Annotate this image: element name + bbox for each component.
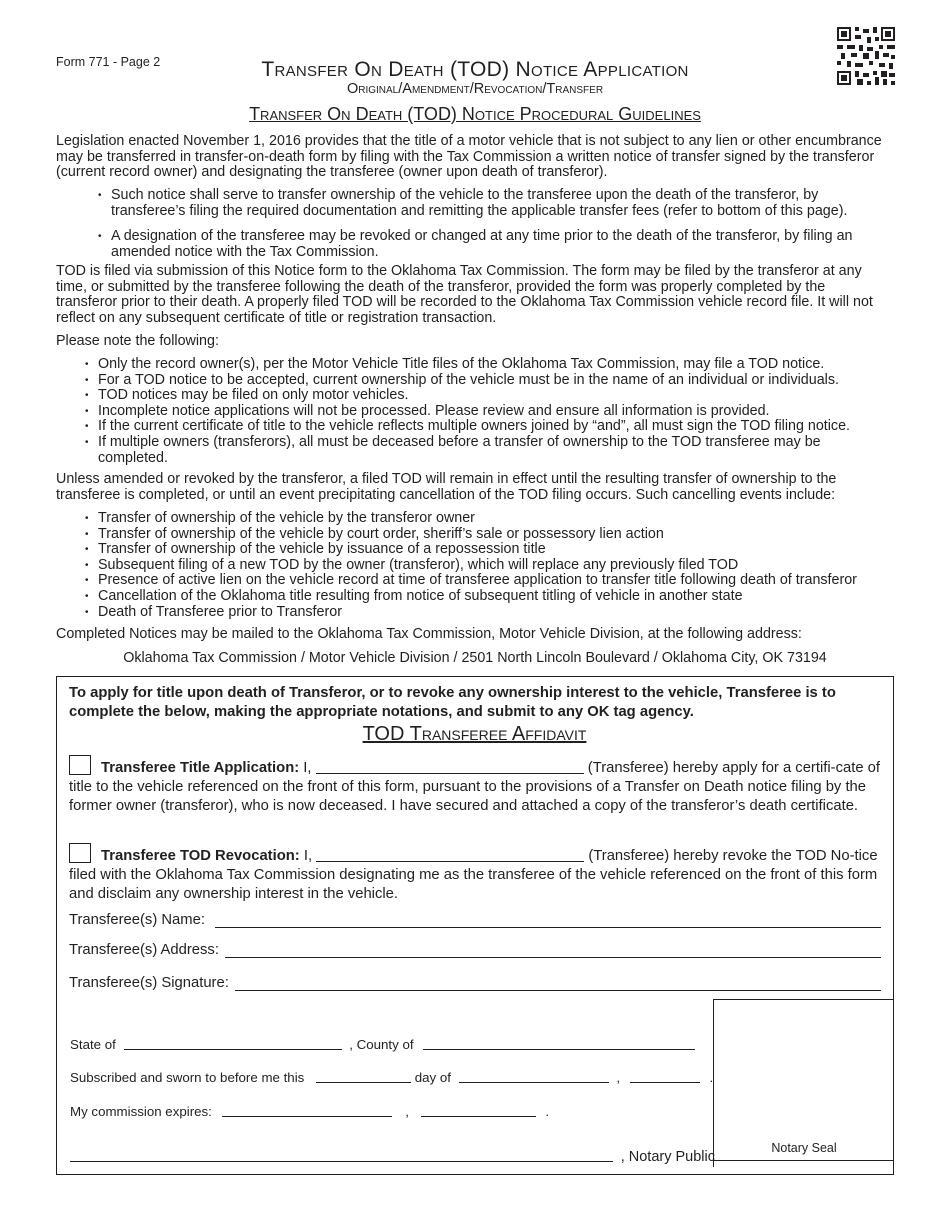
sworn-label: Subscribed and sworn to before me this (70, 1070, 305, 1085)
remain-paragraph: Unless amended or revoked by the transferor, a filed TOD will remain in effect until the resulting transfer of ownership to the transferee is completed, or until an event precipitating cancellation of the TOD filing occurs. Such cancelling events include: (56, 471, 837, 503)
note-intro: Please note the following: (56, 333, 219, 349)
county-field[interactable] (423, 1038, 695, 1050)
revocation-rest: tice filed with the Oklahoma Tax Commission designating me as the transferee of the vehicle referenced on the front of this form and disclaim any ownership interest in the vehicle. (69, 848, 878, 902)
notary-public-signature-field[interactable] (70, 1150, 613, 1162)
cancel-bullet-list (85, 511, 890, 620)
notary-seal-box (713, 999, 893, 1167)
transferee-signature-label: Transferee(s) Signature: (69, 975, 229, 991)
list-item: • Transfer of ownership of the vehicle by the transferor owner (85, 511, 890, 527)
revocation-name-field[interactable] (316, 848, 584, 862)
list-item: • Only the record owner(s), per the Motor Vehicle Title files of the Oklahoma Tax Commission, may file a TOD notice. (85, 357, 890, 373)
notary-public-row (70, 1149, 715, 1165)
affidavit-title: TOD Transferee Affidavit (362, 723, 587, 745)
list-item: • Subsequent filing of a new TOD by the owner (transferor), which will replace any previously filed TOD (85, 558, 890, 574)
commission-year-field[interactable] (421, 1105, 536, 1117)
sworn-day-field[interactable] (316, 1071, 411, 1083)
notice-bullet-list (98, 188, 888, 270)
notary-sworn-row (70, 1070, 713, 1085)
notary-seal-label: Notary Seal (771, 1141, 837, 1155)
period-text: . (709, 1070, 714, 1085)
day-of-label: day of (414, 1070, 451, 1085)
transferee-name-row (69, 912, 881, 928)
form-number: Form 771 - Page 2 (56, 55, 161, 69)
intro-paragraph: Legislation enacted November 1, 2016 provides that the title of a motor vehicle that is not subject to any lien or other encumbrance may be transferred in transfer-on-death form by filing with the Tax Commission a written notice of transfer signed by the transferor (current record owner) and designating the transferee (owner upon death of transferor). (56, 133, 882, 181)
notary-commission-row (70, 1104, 549, 1119)
list-item: • Transfer of ownership of the vehicle by issuance of a repossession title (85, 542, 890, 558)
mail-paragraph: Completed Notices may be mailed to the Oklahoma Tax Commission, Motor Vehicle Division, at the following address: (56, 626, 802, 642)
title-application-pre: I, (303, 760, 312, 776)
mailing-address: Oklahoma Tax Commission / Motor Vehicle Division / 2501 North Lincoln Boulevard / Oklahoma City, OK 73194 (123, 650, 827, 666)
list-item: • For a TOD notice to be accepted, current ownership of the vehicle must be in the name of an individual or individuals. (85, 373, 890, 389)
list-item: • If multiple owners (transferors), all must be deceased before a transfer of ownership to the TOD transferee may be completed. (85, 435, 890, 466)
notary-state-county-row (70, 1037, 695, 1052)
commission-date-field[interactable] (222, 1105, 392, 1117)
sworn-month-field[interactable] (459, 1071, 609, 1083)
title-application-section (69, 755, 884, 816)
transferee-address-row (69, 942, 881, 958)
transferee-name-field[interactable] (215, 915, 881, 928)
list-item: • A designation of the transferee may be revoked or changed at any time prior to the death of the transferor, by filing an amended notice with the Tax Commission. (98, 229, 888, 260)
affidavit-box (56, 676, 894, 1175)
filing-paragraph: TOD is filed via submission of this Notice form to the Oklahoma Tax Commission. The form may be filed by the transferor at any time, or submitted by the transferee following the death of the transferor, provided the form was properly completed by the transferor prior to their death. A properly filed TOD will be recorded to the Oklahoma Tax Commission vehicle record file. It will not reflect on any subsequent certificate of title or registration transaction. (56, 263, 873, 326)
list-item: • Presence of active lien on the vehicle record at time of transferee application to transfer title following death of transferor (85, 573, 890, 589)
transferee-address-label: Transferee(s) Address: (69, 942, 219, 958)
transferee-address-field[interactable] (225, 945, 881, 958)
affidavit-intro: To apply for title upon death of Transferor, or to revoke any ownership interest to the vehicle, Transferee is to complete the below, making the appropriate notations, and submit to any OK tag agency. (69, 685, 836, 720)
revocation-post: (Transferee) hereby revoke the TOD No- (588, 848, 855, 864)
revocation-pre: I, (303, 848, 313, 864)
revocation-section (69, 843, 884, 904)
state-label: State of (70, 1037, 116, 1052)
list-item: • Transfer of ownership of the vehicle by court order, sheriff’s sale or possessory lien action (85, 527, 890, 543)
comma-text: , (616, 1070, 621, 1085)
form-title: Transfer On Death (TOD) Notice Application (261, 58, 689, 81)
list-item: • Death of Transferee prior to Transferor (85, 605, 890, 621)
transferee-name-label: Transferee(s) Name: (69, 912, 205, 928)
note-bullet-list (85, 357, 890, 466)
title-application-post: (Transferee) hereby apply for a certifi- (587, 760, 836, 776)
transferee-signature-row (69, 975, 881, 991)
notary-seal-divider (714, 1160, 894, 1161)
guidelines-title: Transfer On Death (TOD) Notice Procedural Guidelines (249, 104, 701, 124)
notary-public-label: , Notary Public (620, 1149, 715, 1165)
list-item: • If the current certificate of title to the vehicle reflects multiple owners joined by “and”, all must sign the TOD filing notice. (85, 419, 890, 435)
state-field[interactable] (124, 1038, 342, 1050)
list-item: • Such notice shall serve to transfer ownership of the vehicle to the transferee upon the death of the transferor, by transferee’s filing the required documentation and remitting the applicable transfer fees (refer to bottom of this page). (98, 188, 888, 219)
title-application-label: Transferee Title Application: (101, 760, 300, 776)
list-item: • Cancellation of the Oklahoma title resulting from notice of subsequent titling of vehicle in another state (85, 589, 890, 605)
transferee-signature-field[interactable] (235, 978, 881, 991)
revocation-checkbox[interactable] (69, 843, 91, 863)
period-text: . (545, 1104, 550, 1119)
list-item: • TOD notices may be filed on only motor vehicles. (85, 388, 890, 404)
form-subtitle: Original/Amendment/Revocation/Transfer (346, 81, 604, 97)
title-application-checkbox[interactable] (69, 755, 91, 775)
title-application-name-field[interactable] (316, 760, 584, 774)
comma-text: , (405, 1104, 409, 1119)
county-label: , County of (349, 1037, 414, 1052)
sworn-year-field[interactable] (630, 1071, 700, 1083)
revocation-label: Transferee TOD Revocation: (101, 848, 300, 864)
title-application-rest: cate of title to the vehicle referenced on the front of this form, pursuant to the provisions of a Transfer on Death notice filing by the former owner (transferor), who is now deceased. I have secured and attached a copy of the transferor’s death certificate. (69, 760, 881, 814)
list-item: • Incomplete notice applications will not be processed. Please review and ensure all information is provided. (85, 404, 890, 420)
commission-label: My commission expires: (70, 1104, 212, 1119)
